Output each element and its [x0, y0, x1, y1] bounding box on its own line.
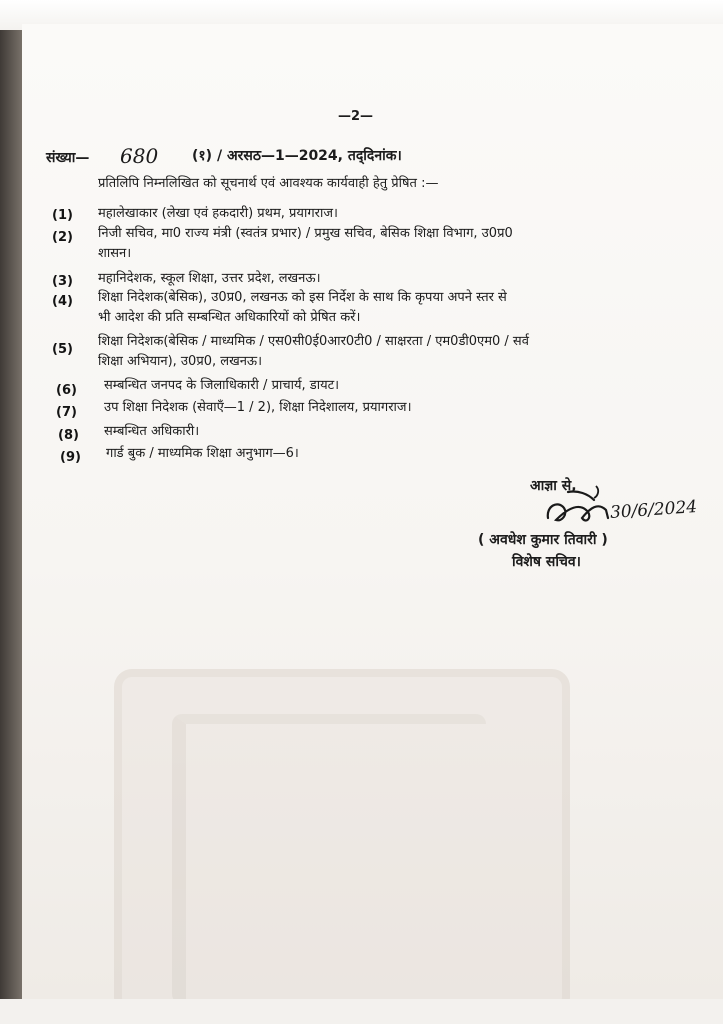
item-line: सम्बन्धित अधिकारी। [104, 424, 200, 439]
item-line: शिक्षा निदेशक(बेसिक / माध्यमिक / एस0सी0ई0आर0टी0 / साक्षरता / एम0डी0एम0 / सर्व [98, 334, 529, 349]
item-line: शिक्षा निदेशक(बेसिक), उ0प्र0, लखनऊ को इस निर्देश के साथ कि कृपया अपने स्तर से [98, 290, 507, 305]
reference-label: संख्या— [46, 150, 90, 166]
signatory-name: ( अवधेश कुमार तिवारी ) [478, 532, 608, 548]
intro-line: प्रतिलिपि निम्नलिखित को सूचनार्थ एवं आवश्यक कार्यवाही हेतु प्रेषित :— [98, 176, 439, 191]
reference-number-handwritten: 680 [120, 144, 159, 168]
signature-date-handwritten: 30/6/2024 [609, 496, 698, 524]
item-number: (6) [56, 383, 77, 398]
order-text: आज्ञा से, [530, 478, 577, 494]
page-number: —2— [338, 109, 374, 124]
item-number: (2) [52, 230, 73, 245]
bottom-margin [0, 999, 723, 1024]
item-line: निजी सचिव, मा0 राज्य मंत्री (स्वतंत्र प्रभार) / प्रमुख सचिव, बेसिक शिक्षा विभाग, उ0प्र0 [98, 226, 513, 241]
item-line: सम्बन्धित जनपद के जिलाधिकारी / प्राचार्य, डायट। [104, 378, 340, 393]
reverse-side-bleed-inner [172, 714, 486, 999]
item-number: (7) [56, 405, 77, 420]
item-number: (9) [60, 450, 81, 465]
reference-code: (१) / अरसठ—1—2024, तद्‌दिनांक। [192, 148, 402, 164]
item-line: महानिदेशक, स्कूल शिक्षा, उत्तर प्रदेश, लखनऊ। [98, 271, 321, 286]
signatory-designation: विशेष सचिव। [512, 554, 581, 570]
item-number: (3) [52, 274, 73, 289]
item-number: (1) [52, 208, 73, 223]
item-number: (5) [52, 342, 73, 357]
item-number: (4) [52, 294, 73, 309]
item-line: शिक्षा अभियान), उ0प्र0, लखनऊ। [98, 354, 263, 369]
item-line: शासन। [98, 246, 132, 261]
item-line: गार्ड बुक / माध्यमिक शिक्षा अनुभाग—6। [106, 446, 299, 461]
item-line: महालेखाकार (लेखा एवं हकदारी) प्रथम, प्रयागराज। [98, 206, 338, 221]
item-number: (8) [58, 428, 79, 443]
item-line: भी आदेश की प्रति सम्बन्धित अधिकारियों को प्रेषित करें। [98, 310, 361, 325]
item-line: उप शिक्षा निदेशक (सेवाएँ—1 / 2), शिक्षा निदेशालय, प्रयागराज। [104, 400, 412, 415]
